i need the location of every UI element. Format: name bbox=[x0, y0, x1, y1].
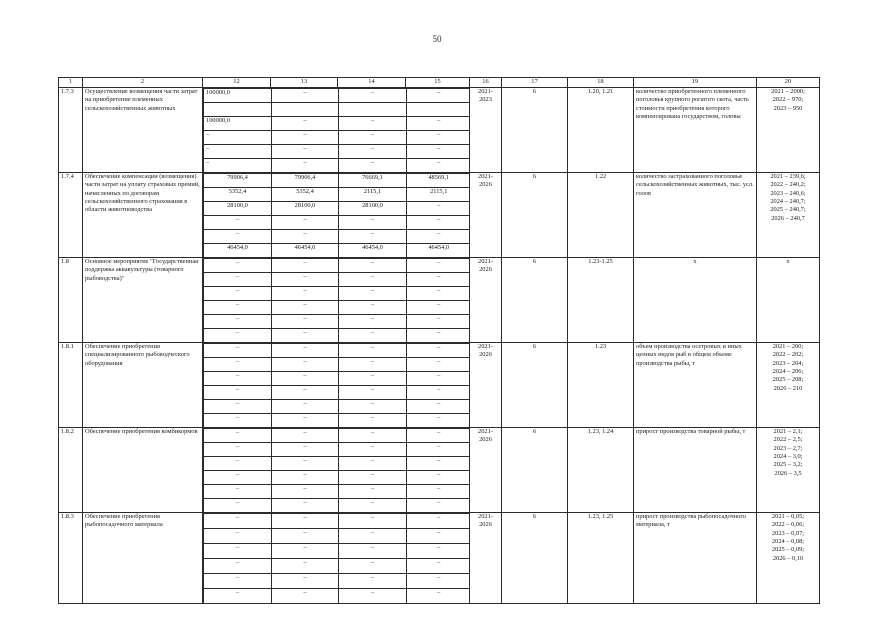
financing-value: – bbox=[407, 499, 470, 513]
financing-value: – bbox=[272, 230, 339, 244]
financing-subrow bbox=[204, 103, 470, 117]
target-values-cell: 2021 – 200; 2022 – 202; 2023 – 204; 2024 – 206; 2025 – 208; 2026 – 210 bbox=[757, 343, 820, 428]
financing-value: – bbox=[339, 131, 407, 145]
financing-value: – bbox=[407, 329, 470, 343]
financing-value: – bbox=[204, 259, 272, 273]
financing-value bbox=[272, 103, 339, 117]
financing-subrow bbox=[204, 499, 470, 513]
financing-value: – bbox=[407, 544, 470, 559]
header-cell: 18 bbox=[568, 78, 634, 88]
financing-value: – bbox=[272, 400, 339, 414]
header-cell: 13 bbox=[271, 78, 338, 88]
table-row bbox=[59, 173, 820, 258]
financing-value: – bbox=[272, 485, 339, 499]
period-cell: 2021- 2026 bbox=[470, 173, 502, 258]
indicator-ref-cell: 1.23-1.25 bbox=[568, 258, 634, 343]
financing-value: – bbox=[204, 499, 272, 513]
financing-value: – bbox=[204, 216, 272, 230]
financing-value: – bbox=[407, 89, 470, 103]
header-cell: 14 bbox=[338, 78, 406, 88]
financing-subrow bbox=[204, 471, 470, 485]
financing-subrow bbox=[204, 414, 470, 428]
financing-value: – bbox=[407, 400, 470, 414]
financing-value: – bbox=[272, 514, 339, 529]
financing-value bbox=[339, 103, 407, 117]
financing-value: – bbox=[407, 273, 470, 287]
financing-value: 28100,0 bbox=[339, 202, 407, 216]
financing-value: – bbox=[204, 400, 272, 414]
financing-value: – bbox=[407, 414, 470, 428]
financing-value: – bbox=[204, 315, 272, 329]
indicator-ref-cell: 1.20, 1.21 bbox=[568, 88, 634, 173]
financing-grid bbox=[203, 258, 470, 343]
financing-value: – bbox=[339, 443, 407, 457]
financing-value bbox=[204, 103, 272, 117]
financing-subrow bbox=[204, 386, 470, 400]
financing-value: – bbox=[339, 89, 407, 103]
financing-value: 2115,1 bbox=[407, 188, 470, 202]
financing-value: – bbox=[339, 559, 407, 574]
financing-value: – bbox=[204, 457, 272, 471]
financing-value: – bbox=[339, 145, 407, 159]
financing-value: 46454,0 bbox=[407, 244, 470, 258]
target-values-cell: 2021 – 2,1; 2022 – 2,5; 2023 – 2,7; 2024 – 3,0; 2025 – 3,2; 2026 – 3,5 bbox=[757, 428, 820, 513]
indicator-ref-cell: 1.23, 1.25 bbox=[568, 513, 634, 604]
financing-subrow bbox=[204, 188, 470, 202]
financing-subrow bbox=[204, 457, 470, 471]
financing-value: 48569,1 bbox=[407, 174, 470, 188]
financing-subrow bbox=[204, 559, 470, 574]
financing-value: – bbox=[272, 574, 339, 589]
financing-value: – bbox=[272, 259, 339, 273]
financing-value: – bbox=[407, 589, 470, 604]
financing-grid bbox=[203, 343, 470, 428]
row-id-cell: 1.7.4 bbox=[59, 173, 83, 258]
financing-value: 5352,4 bbox=[204, 188, 272, 202]
financing-value: – bbox=[339, 344, 407, 358]
financing-subrow bbox=[204, 344, 470, 358]
financing-value: – bbox=[272, 499, 339, 513]
financing-subrow bbox=[204, 216, 470, 230]
financing-value: – bbox=[272, 544, 339, 559]
financing-value: – bbox=[407, 429, 470, 443]
financing-subrow bbox=[204, 589, 470, 604]
financing-subrow bbox=[204, 273, 470, 287]
financing-value: – bbox=[272, 273, 339, 287]
activity-name-cell: Обеспечение приобретения рыбопосадочного материала bbox=[83, 513, 203, 604]
header-cell: 15 bbox=[406, 78, 470, 88]
financing-value: – bbox=[204, 230, 272, 244]
financing-value: – bbox=[339, 414, 407, 428]
financing-subrow bbox=[204, 400, 470, 414]
header-cell: 12 bbox=[203, 78, 271, 88]
financing-value: 5352,4 bbox=[272, 188, 339, 202]
row-id-cell: 1.8 bbox=[59, 258, 83, 343]
financing-subrow bbox=[204, 287, 470, 301]
financing-value: – bbox=[407, 287, 470, 301]
financing-value: – bbox=[407, 372, 470, 386]
financing-value: – bbox=[204, 559, 272, 574]
table-row bbox=[59, 343, 820, 428]
financing-value: – bbox=[339, 329, 407, 343]
financing-value: – bbox=[407, 202, 470, 216]
financing-value bbox=[407, 103, 470, 117]
activity-name-cell: Осуществление возмещения части затрат на приобретение племенных сельскохозяйственных животных bbox=[83, 88, 203, 173]
financing-value: – bbox=[204, 529, 272, 544]
financing-value: – bbox=[204, 589, 272, 604]
indicator-cell: x bbox=[634, 258, 757, 343]
financing-value: – bbox=[339, 315, 407, 329]
financing-value: – bbox=[272, 386, 339, 400]
financing-subrow bbox=[204, 529, 470, 544]
financing-subrow bbox=[204, 574, 470, 589]
financing-grid bbox=[203, 88, 470, 173]
financing-value: 100000,0 bbox=[204, 117, 272, 131]
table-body bbox=[59, 88, 820, 604]
financing-subrow bbox=[204, 315, 470, 329]
financing-value: – bbox=[407, 117, 470, 131]
indicator-cell: прирост производства товарной рыбы, т bbox=[634, 428, 757, 513]
financing-subrow bbox=[204, 358, 470, 372]
financing-value: – bbox=[339, 499, 407, 513]
financing-value: – bbox=[407, 574, 470, 589]
financing-value: – bbox=[272, 358, 339, 372]
financing-value: – bbox=[272, 301, 339, 315]
financing-value: – bbox=[204, 358, 272, 372]
indicator-cell: количество приобретенного племенного поголовья крупного рогатого скота, часть стоимости приобретения которого компенсирована государством, головы bbox=[634, 88, 757, 173]
financing-value: 28100,0 bbox=[204, 202, 272, 216]
financing-value: – bbox=[339, 429, 407, 443]
financing-value: – bbox=[339, 457, 407, 471]
financing-value: – bbox=[339, 574, 407, 589]
financing-value: – bbox=[339, 230, 407, 244]
indicator-cell: объем производства осетровых и иных ценных видов рыб в общем объеме производства рыбы, т bbox=[634, 343, 757, 428]
executor-cell: 6 bbox=[502, 258, 568, 343]
financing-subrow bbox=[204, 429, 470, 443]
financing-value: – bbox=[407, 457, 470, 471]
header-row bbox=[59, 78, 820, 88]
financing-value: – bbox=[339, 259, 407, 273]
indicator-ref-cell: 1.22 bbox=[568, 173, 634, 258]
financing-value: 46454,0 bbox=[339, 244, 407, 258]
financing-value: – bbox=[204, 471, 272, 485]
financing-value: – bbox=[272, 414, 339, 428]
financing-value: – bbox=[407, 559, 470, 574]
financing-value: – bbox=[339, 544, 407, 559]
financing-value: – bbox=[204, 131, 272, 145]
financing-value: – bbox=[204, 273, 272, 287]
financing-value: – bbox=[272, 429, 339, 443]
financing-value: 79906,4 bbox=[204, 174, 272, 188]
financing-value: – bbox=[204, 159, 272, 173]
financing-value: – bbox=[272, 589, 339, 604]
target-values-cell: 2021 – 239,6; 2022 – 240,2; 2023 – 240,6; 2024 – 240,7; 2025 – 240,7; 2026 – 240,7 bbox=[757, 173, 820, 258]
financing-value: – bbox=[407, 485, 470, 499]
financing-value: – bbox=[272, 443, 339, 457]
financing-value: – bbox=[204, 329, 272, 343]
financing-value: – bbox=[339, 529, 407, 544]
period-cell: 2021- 2026 bbox=[470, 428, 502, 513]
financing-value: – bbox=[272, 117, 339, 131]
financing-value: – bbox=[407, 301, 470, 315]
executor-cell: 6 bbox=[502, 428, 568, 513]
financing-subrow bbox=[204, 202, 470, 216]
financing-value: – bbox=[407, 344, 470, 358]
financing-value: – bbox=[407, 443, 470, 457]
financing-value: – bbox=[272, 287, 339, 301]
financing-subrow bbox=[204, 544, 470, 559]
indicator-ref-cell: 1.23 bbox=[568, 343, 634, 428]
financing-subrow bbox=[204, 514, 470, 529]
financing-value: – bbox=[272, 471, 339, 485]
executor-cell: 6 bbox=[502, 88, 568, 173]
financing-grid bbox=[203, 428, 470, 513]
financing-value: 28100,0 bbox=[272, 202, 339, 216]
financing-value: – bbox=[407, 529, 470, 544]
period-cell: 2021- 2026 bbox=[470, 258, 502, 343]
financing-value: – bbox=[204, 372, 272, 386]
financing-value: – bbox=[339, 372, 407, 386]
financing-value: – bbox=[407, 471, 470, 485]
page-number: 50 bbox=[432, 34, 442, 44]
financing-value: – bbox=[272, 344, 339, 358]
financing-value: – bbox=[204, 443, 272, 457]
financing-subrow bbox=[204, 244, 470, 258]
financing-subrow bbox=[204, 259, 470, 273]
financing-value: – bbox=[272, 216, 339, 230]
row-id-cell: 1.8.3 bbox=[59, 513, 83, 604]
header-cell: 17 bbox=[502, 78, 568, 88]
executor-cell: 6 bbox=[502, 343, 568, 428]
financing-value: – bbox=[339, 273, 407, 287]
financing-value: – bbox=[339, 117, 407, 131]
financing-value: 46454,0 bbox=[272, 244, 339, 258]
financing-value: – bbox=[272, 131, 339, 145]
table-row bbox=[59, 258, 820, 343]
financing-value: – bbox=[339, 159, 407, 173]
financing-subrow bbox=[204, 159, 470, 173]
row-id-cell: 1.8.2 bbox=[59, 428, 83, 513]
financing-value: – bbox=[272, 315, 339, 329]
financing-value: – bbox=[339, 287, 407, 301]
table-row bbox=[59, 428, 820, 513]
executor-cell: 6 bbox=[502, 513, 568, 604]
financing-value: – bbox=[407, 216, 470, 230]
indicator-ref-cell: 1.23, 1.24 bbox=[568, 428, 634, 513]
indicator-cell: количество застрахованного поголовья сельскохозяйственных животных, тыс. усл. голов bbox=[634, 173, 757, 258]
financing-value: – bbox=[407, 230, 470, 244]
financing-subrow bbox=[204, 443, 470, 457]
financing-value: – bbox=[339, 471, 407, 485]
financing-value: 76669,1 bbox=[339, 174, 407, 188]
financing-value: – bbox=[339, 358, 407, 372]
financing-grid bbox=[203, 173, 470, 258]
financing-value: – bbox=[407, 259, 470, 273]
financing-value: – bbox=[339, 400, 407, 414]
financing-subrow bbox=[204, 117, 470, 131]
period-cell: 2021- 2026 bbox=[470, 343, 502, 428]
financing-value: – bbox=[339, 386, 407, 400]
financing-value: – bbox=[407, 145, 470, 159]
financing-value: – bbox=[272, 372, 339, 386]
activity-name-cell: Обеспечение приобретения комбикормов bbox=[83, 428, 203, 513]
row-id-cell: 1.8.1 bbox=[59, 343, 83, 428]
financing-subrow bbox=[204, 230, 470, 244]
row-id-cell: 1.7.3 bbox=[59, 88, 83, 173]
header-cell: 2 bbox=[83, 78, 203, 88]
financing-subrow bbox=[204, 301, 470, 315]
financing-subrow bbox=[204, 329, 470, 343]
financing-value: – bbox=[407, 159, 470, 173]
financing-value: – bbox=[272, 145, 339, 159]
target-values-cell: 2021 – 0,05; 2022 – 0,06; 2023 – 0,07; 2024 – 0,08; 2025 – 0,09; 2026 – 0,10 bbox=[757, 513, 820, 604]
financing-value: – bbox=[204, 287, 272, 301]
header-cell: 19 bbox=[634, 78, 757, 88]
financing-value: – bbox=[204, 429, 272, 443]
target-values-cell: 2021 – 2000; 2022 – 970; 2023 – 950 bbox=[757, 88, 820, 173]
financing-value: – bbox=[272, 457, 339, 471]
financing-grid bbox=[203, 513, 470, 604]
financing-subrow bbox=[204, 372, 470, 386]
period-cell: 2021- 2023 bbox=[470, 88, 502, 173]
activity-name-cell: Обеспечение приобретения специализированного рыбоводческого оборудования bbox=[83, 343, 203, 428]
indicator-cell: прирост производства рыбопосадочного материала, т bbox=[634, 513, 757, 604]
header-cell: 20 bbox=[757, 78, 820, 88]
financing-value: – bbox=[339, 589, 407, 604]
financing-value: – bbox=[272, 529, 339, 544]
financing-value: – bbox=[272, 159, 339, 173]
header-cell: 16 bbox=[470, 78, 502, 88]
financing-value: – bbox=[339, 216, 407, 230]
table-row bbox=[59, 513, 820, 604]
financing-value: – bbox=[204, 301, 272, 315]
target-values-cell: x bbox=[757, 258, 820, 343]
table-row bbox=[59, 88, 820, 173]
financing-value: – bbox=[204, 574, 272, 589]
financing-value: – bbox=[204, 386, 272, 400]
financing-value: – bbox=[204, 414, 272, 428]
financing-value: – bbox=[339, 485, 407, 499]
financing-value: – bbox=[339, 514, 407, 529]
period-cell: 2021- 2026 bbox=[470, 513, 502, 604]
financing-value: – bbox=[204, 544, 272, 559]
program-table bbox=[58, 77, 820, 604]
activity-name-cell: Основное мероприятие "Государственная поддержка аквакультуры (товарного рыбоводства)" bbox=[83, 258, 203, 343]
financing-value: – bbox=[204, 514, 272, 529]
financing-value: – bbox=[407, 358, 470, 372]
activity-name-cell: Обеспечение компенсации (возмещения) части затрат на уплату страховых премий, начисленных по договорам сельскохозяйственного страхования в области животноводства bbox=[83, 173, 203, 258]
financing-value: – bbox=[272, 559, 339, 574]
financing-subrow bbox=[204, 89, 470, 103]
financing-value: – bbox=[339, 301, 407, 315]
financing-value: – bbox=[407, 386, 470, 400]
financing-value: 79906,4 bbox=[272, 174, 339, 188]
financing-subrow bbox=[204, 174, 470, 188]
financing-value: – bbox=[204, 145, 272, 159]
header-cell: 1 bbox=[59, 78, 83, 88]
financing-subrow bbox=[204, 145, 470, 159]
financing-value: – bbox=[204, 344, 272, 358]
financing-subrow bbox=[204, 485, 470, 499]
financing-value: 100000,0 bbox=[204, 89, 272, 103]
financing-value: 2115,1 bbox=[339, 188, 407, 202]
executor-cell: 6 bbox=[502, 173, 568, 258]
financing-value: – bbox=[407, 131, 470, 145]
financing-value: – bbox=[272, 89, 339, 103]
financing-value: – bbox=[407, 514, 470, 529]
financing-subrow bbox=[204, 131, 470, 145]
financing-value: – bbox=[204, 485, 272, 499]
financing-value: – bbox=[407, 315, 470, 329]
financing-value: – bbox=[272, 329, 339, 343]
financing-value: 46454,0 bbox=[204, 244, 272, 258]
